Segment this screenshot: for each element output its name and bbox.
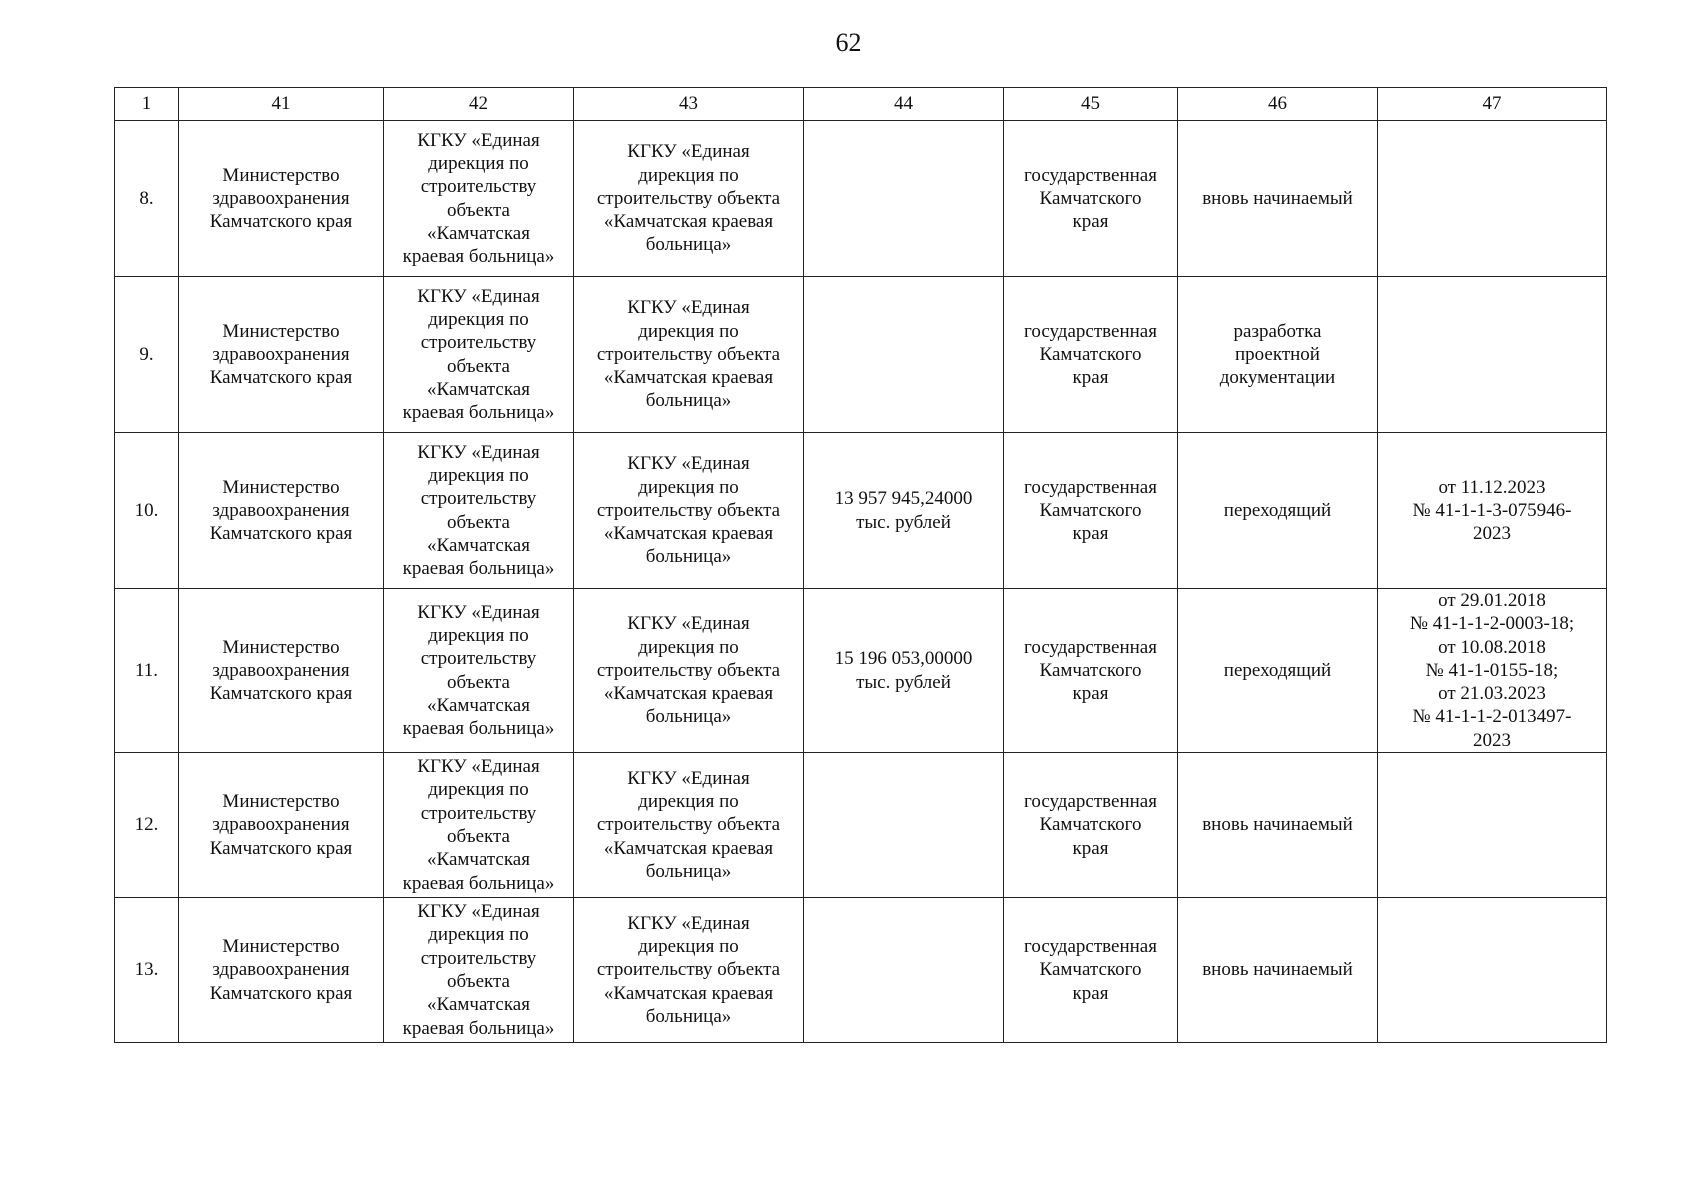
row-number-cell: 8. xyxy=(115,121,179,277)
table-cell: Министерство здравоохранения Камчатского края xyxy=(179,433,384,589)
column-number-row xyxy=(115,88,1607,121)
table-cell: государственная Камчатского края xyxy=(1004,753,1178,898)
table-cell: КГКУ «Единая дирекция по строительству объекта «Камчатская краевая больница» xyxy=(574,589,804,753)
table-cell: Министерство здравоохранения Камчатского края xyxy=(179,753,384,898)
table-cell: КГКУ «Единая дирекция по строительству объекта «Камчатская краевая больница» xyxy=(384,121,574,277)
table-row xyxy=(115,121,1607,277)
table-cell: КГКУ «Единая дирекция по строительству объекта «Камчатская краевая больница» xyxy=(384,589,574,753)
row-number-cell: 13. xyxy=(115,898,179,1043)
column-header: 43 xyxy=(574,88,804,121)
table-cell xyxy=(1378,898,1607,1043)
table-cell: Министерство здравоохранения Камчатского края xyxy=(179,589,384,753)
table-cell: государственная Камчатского края xyxy=(1004,433,1178,589)
column-header: 41 xyxy=(179,88,384,121)
table-cell xyxy=(804,898,1004,1043)
table-cell: государственная Камчатского края xyxy=(1004,898,1178,1043)
table-cell: вновь начинаемый xyxy=(1178,753,1378,898)
table-cell: вновь начинаемый xyxy=(1178,898,1378,1043)
table-cell: переходящий xyxy=(1178,433,1378,589)
table-cell: вновь начинаемый xyxy=(1178,121,1378,277)
column-header: 46 xyxy=(1178,88,1378,121)
table-cell: государственная Камчатского края xyxy=(1004,589,1178,753)
table-cell xyxy=(804,753,1004,898)
table-cell: КГКУ «Единая дирекция по строительству объекта «Камчатская краевая больница» xyxy=(384,433,574,589)
column-header: 45 xyxy=(1004,88,1178,121)
table-cell: переходящий xyxy=(1178,589,1378,753)
table-cell: государственная Камчатского края xyxy=(1004,277,1178,433)
table-cell: Министерство здравоохранения Камчатского края xyxy=(179,121,384,277)
table-row xyxy=(115,898,1607,1043)
column-header: 1 xyxy=(115,88,179,121)
table-cell: Министерство здравоохранения Камчатского края xyxy=(179,277,384,433)
row-number-cell: 11. xyxy=(115,589,179,753)
table-cell: КГКУ «Единая дирекция по строительству объекта «Камчатская краевая больница» xyxy=(574,121,804,277)
row-number-cell: 12. xyxy=(115,753,179,898)
table-cell: КГКУ «Единая дирекция по строительству объекта «Камчатская краевая больница» xyxy=(384,753,574,898)
table-row xyxy=(115,753,1607,898)
registry-table xyxy=(114,87,1607,1043)
column-header: 42 xyxy=(384,88,574,121)
table-cell: 13 957 945,24000 тыс. рублей xyxy=(804,433,1004,589)
table-row xyxy=(115,433,1607,589)
row-number-cell: 9. xyxy=(115,277,179,433)
table-cell xyxy=(804,121,1004,277)
table-cell: КГКУ «Единая дирекция по строительству объекта «Камчатская краевая больница» xyxy=(384,277,574,433)
table-cell: от 29.01.2018 № 41-1-1-2-0003-18; от 10.08.2018 № 41-1-0155-18; от 21.03.2023 № 41-1-1-2-013497- 2023 xyxy=(1378,589,1607,753)
table-cell: от 11.12.2023 № 41-1-1-3-075946- 2023 xyxy=(1378,433,1607,589)
table-cell: разработка проектной документации xyxy=(1178,277,1378,433)
table-row xyxy=(115,589,1607,753)
table-cell: Министерство здравоохранения Камчатского края xyxy=(179,898,384,1043)
page-number: 62 xyxy=(835,28,862,57)
table-cell xyxy=(1378,753,1607,898)
table-cell xyxy=(804,277,1004,433)
column-header: 44 xyxy=(804,88,1004,121)
table-cell: КГКУ «Единая дирекция по строительству объекта «Камчатская краевая больница» xyxy=(574,277,804,433)
table-row xyxy=(115,277,1607,433)
table-cell: государственная Камчатского края xyxy=(1004,121,1178,277)
table-cell: КГКУ «Единая дирекция по строительству объекта «Камчатская краевая больница» xyxy=(384,898,574,1043)
row-number-cell: 10. xyxy=(115,433,179,589)
table-cell: КГКУ «Единая дирекция по строительству объекта «Камчатская краевая больница» xyxy=(574,898,804,1043)
table-cell: КГКУ «Единая дирекция по строительству объекта «Камчатская краевая больница» xyxy=(574,753,804,898)
table-cell xyxy=(1378,277,1607,433)
table-cell: 15 196 053,00000 тыс. рублей xyxy=(804,589,1004,753)
column-header: 47 xyxy=(1378,88,1607,121)
table-cell xyxy=(1378,121,1607,277)
table-cell: КГКУ «Единая дирекция по строительству объекта «Камчатская краевая больница» xyxy=(574,433,804,589)
